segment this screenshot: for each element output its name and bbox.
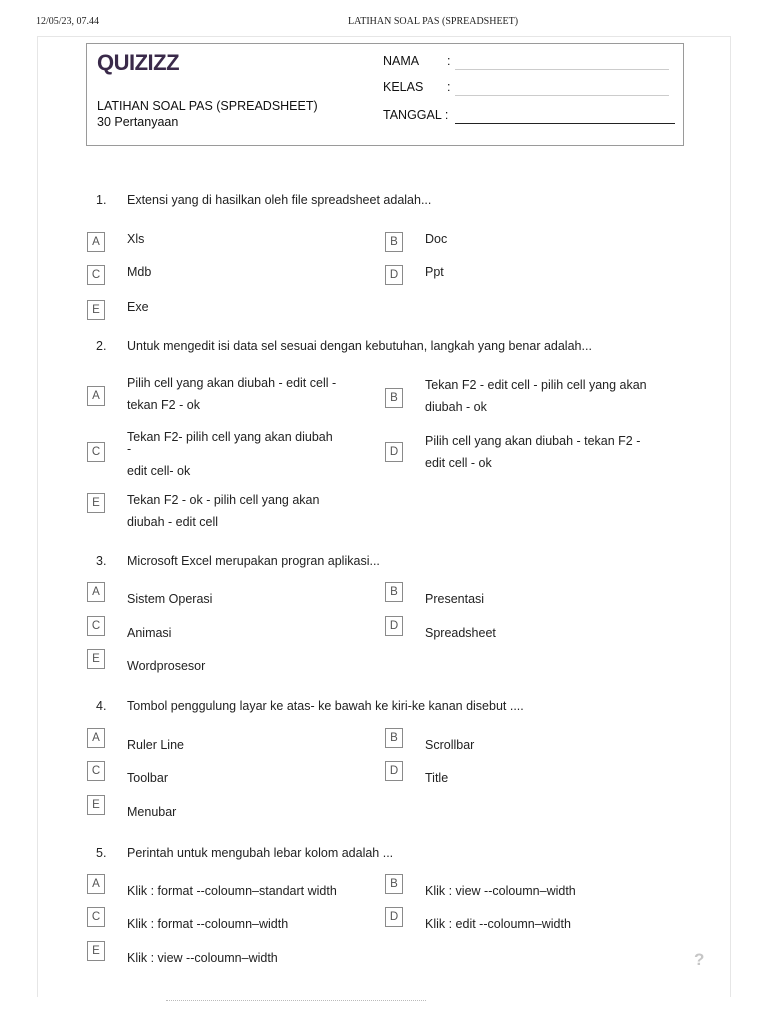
class-field <box>383 80 451 98</box>
option-text: edit cell- ok <box>127 464 191 478</box>
option-letter-box: E <box>87 493 105 513</box>
option-letter-box: D <box>385 907 403 927</box>
option-text: Mdb <box>127 265 152 279</box>
option-letter-box: E <box>87 649 105 669</box>
option-text: Spreadsheet <box>425 626 496 640</box>
option-letter-box: A <box>87 232 105 252</box>
option-text: Sistem Operasi <box>127 592 213 606</box>
option-letter-box: A <box>87 874 105 894</box>
option-letter-box: A <box>87 728 105 748</box>
option-text: Klik : view --coloumn–width <box>425 884 576 898</box>
option-text: Wordprosesor <box>127 659 206 673</box>
quiz-info-box <box>86 43 684 146</box>
footer-cut-line <box>36 1000 736 1004</box>
question-number: 5. <box>96 846 107 860</box>
option-text: Doc <box>425 232 448 246</box>
option-text: Scrollbar <box>425 738 475 752</box>
question-count: 30 Pertanyaan <box>97 115 179 129</box>
option-letter-box: B <box>385 582 403 602</box>
option-text: diubah - edit cell <box>127 515 219 529</box>
option-text: Tekan F2 - edit cell - pilih cell yang akan <box>425 378 647 392</box>
quiz-title: LATIHAN SOAL PAS (SPREADSHEET) <box>97 99 318 113</box>
option-letter-box: A <box>87 582 105 602</box>
option-letter-box: C <box>87 907 105 927</box>
date-field <box>383 108 448 126</box>
option-text: Tekan F2- pilih cell yang akan diubah <box>127 430 333 444</box>
question-text: Tombol penggulung layar ke atas- ke bawah ke kiri-ke kanan disebut .... <box>127 699 524 713</box>
option-text: Xls <box>127 232 145 246</box>
option-letter-box: D <box>385 761 403 781</box>
option-letter-box: E <box>87 941 105 961</box>
question-text: Extensi yang di hasilkan oleh file spreadsheet adalah... <box>127 193 432 207</box>
option-text: Klik : format --coloumn–width <box>127 917 289 931</box>
option-text: Pilih cell yang akan diubah - tekan F2 - <box>425 434 641 448</box>
option-text: diubah - ok <box>425 400 487 414</box>
option-letter-box: A <box>87 386 105 406</box>
print-date: 12/05/23, 07.44 <box>36 16 100 27</box>
option-letter-box: C <box>87 761 105 781</box>
option-text: Toolbar <box>127 771 168 785</box>
option-text: Exe <box>127 300 149 314</box>
name-field <box>383 54 451 72</box>
option-text: Ppt <box>425 265 444 279</box>
print-header <box>0 16 768 30</box>
option-letter-box: B <box>385 874 403 894</box>
option-letter-box: B <box>385 232 403 252</box>
option-letter-box: C <box>87 265 105 285</box>
footer-dotted-line <box>166 1000 426 1001</box>
print-title: LATIHAN SOAL PAS (SPREADSHEET) <box>348 16 519 27</box>
date-line <box>455 123 675 124</box>
question-text: Microsoft Excel merupakan progran aplikasi... <box>127 554 380 568</box>
option-letter-box: D <box>385 265 403 285</box>
option-text: tekan F2 - ok <box>127 398 200 412</box>
option-letter-box: E <box>87 795 105 815</box>
option-text: Pilih cell yang akan diubah - edit cell - <box>127 376 337 390</box>
option-letter-box: C <box>87 442 105 462</box>
option-letter-box: E <box>87 300 105 320</box>
question-mark-icon[interactable]: ? <box>694 950 705 969</box>
option-text: Animasi <box>127 626 172 640</box>
option-text: Tekan F2 - ok - pilih cell yang akan <box>127 493 320 507</box>
option-text: edit cell - ok <box>425 456 492 470</box>
option-letter-box: D <box>385 442 403 462</box>
class-label: KELAS <box>383 80 424 94</box>
option-letter-box: B <box>385 728 403 748</box>
option-text: Ruler Line <box>127 738 184 752</box>
class-line <box>455 95 669 96</box>
option-letter-box: B <box>385 388 403 408</box>
option-text: Presentasi <box>425 592 485 606</box>
option-text: Klik : edit --coloumn–width <box>425 917 571 931</box>
question-text: Perintah untuk mengubah lebar kolom adalah ... <box>127 846 394 860</box>
name-label: NAMA <box>383 54 420 68</box>
option-text: Title <box>425 771 449 785</box>
class-colon: : <box>447 80 451 94</box>
question-number: 3. <box>96 554 107 568</box>
date-label: TANGGAL : <box>383 108 449 122</box>
name-line <box>455 69 669 70</box>
question-number: 1. <box>96 193 107 207</box>
name-colon: : <box>447 54 451 68</box>
question-number: 2. <box>96 339 107 353</box>
option-text: Klik : format --coloumn–standart width <box>127 884 337 898</box>
quizizz-logo: QUIZIZZ <box>97 50 180 75</box>
option-text: Menubar <box>127 805 177 819</box>
option-letter-box: C <box>87 616 105 636</box>
question-text: Untuk mengedit isi data sel sesuai dengan kebutuhan, langkah yang benar adalah... <box>127 339 592 353</box>
option-text: Klik : view --coloumn–width <box>127 951 278 965</box>
question-number: 4. <box>96 699 107 713</box>
option-text: - <box>127 442 132 456</box>
option-letter-box: D <box>385 616 403 636</box>
